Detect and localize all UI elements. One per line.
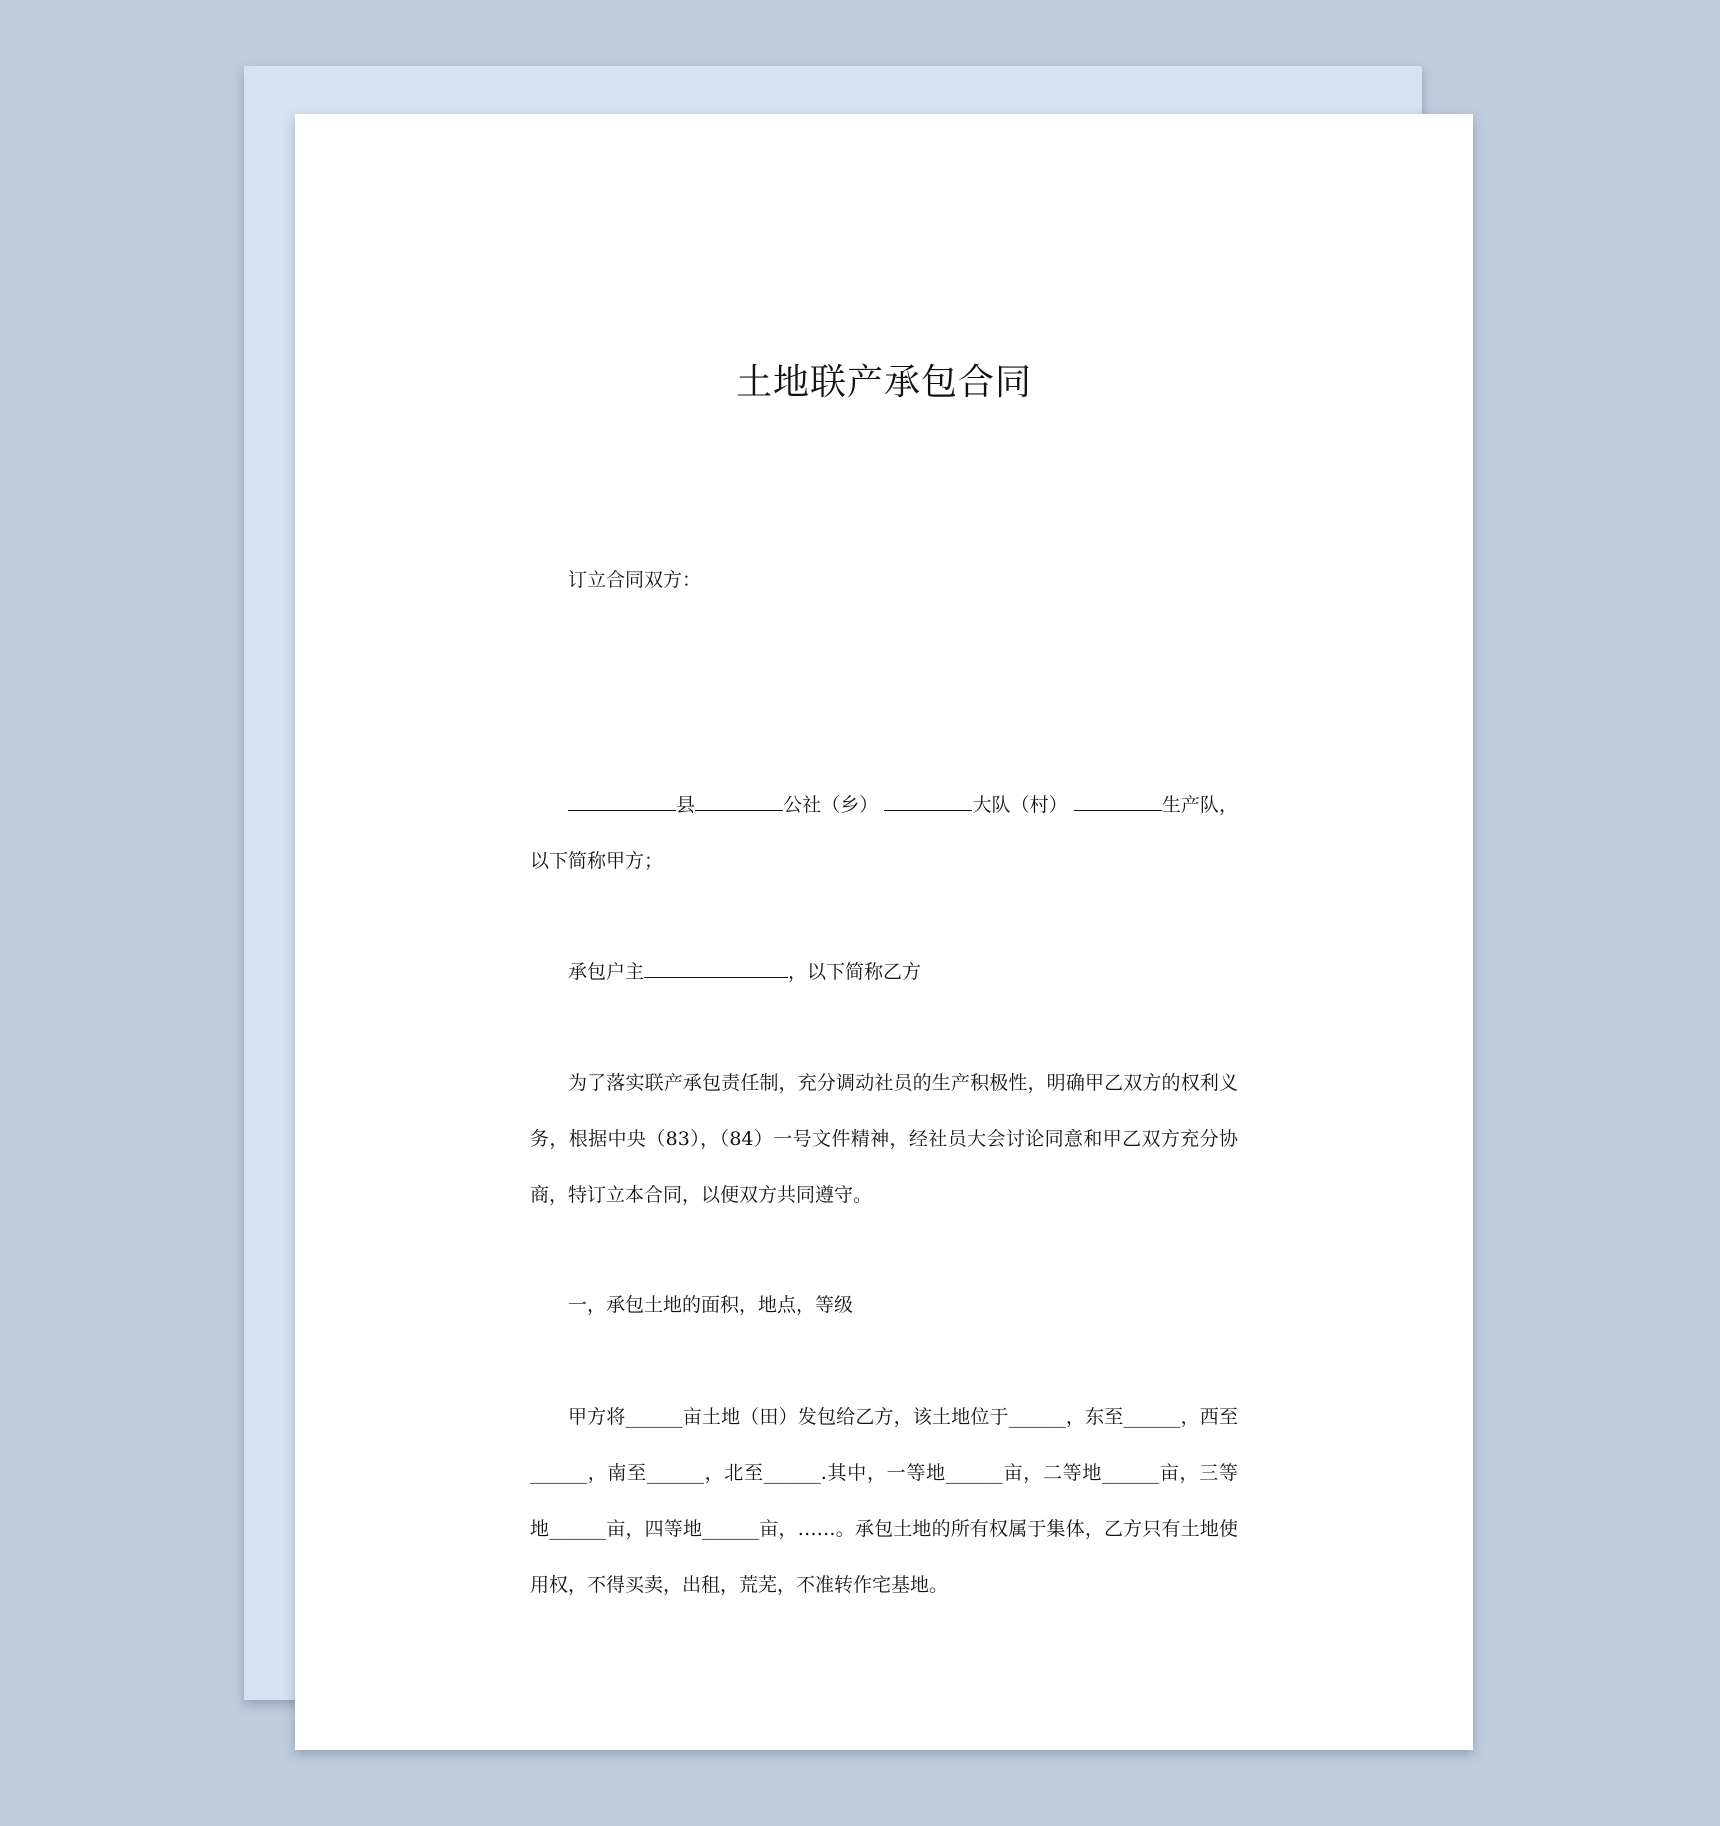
team-blank: [1074, 792, 1162, 811]
party-b-line: [530, 944, 1238, 1000]
commune-blank: [695, 792, 783, 811]
party-b-prefix: 承包户主: [568, 961, 645, 983]
party-a-line: [530, 777, 1238, 889]
team-label: 生产队，以下简称甲方；: [530, 794, 1238, 872]
brigade-blank: [884, 792, 972, 811]
purpose-paragraph: 为了落实联产承包责任制，充分调动社员的生产积极性，明确甲乙双方的权利义务，根据中央（83），（84）一号文件精神，经社员大会讨论同意和甲乙双方充分协商，特订立本合同，以便双方共同遵守。: [530, 1072, 1238, 1206]
county-label: 县: [676, 794, 696, 816]
owner-blank: [644, 959, 788, 978]
party-b-suffix: ，以下简称乙方: [788, 961, 922, 983]
commune-label: 公社（乡）: [783, 794, 879, 816]
county-blank: [568, 792, 676, 811]
document-title: 土地联产承包合同: [735, 362, 1032, 403]
brigade-label: 大队（村）: [972, 794, 1068, 816]
contract-parties-intro: 订立合同双方：: [568, 569, 702, 591]
document-page: [295, 114, 1473, 1750]
section-1-heading: 一，承包土地的面积，地点，等级: [568, 1294, 854, 1316]
section-1-body: 甲方将______亩土地（田）发包给乙方，该土地位于______，东至______，西至______，南至______，北至______.其中，一等地______亩，二等地______亩，三等地______亩，四等地______亩，……。承包土地的所有权属于集体，乙方只有土地使用权，不得买卖，出租，荒芜，不准转作宅基地。: [530, 1406, 1238, 1596]
